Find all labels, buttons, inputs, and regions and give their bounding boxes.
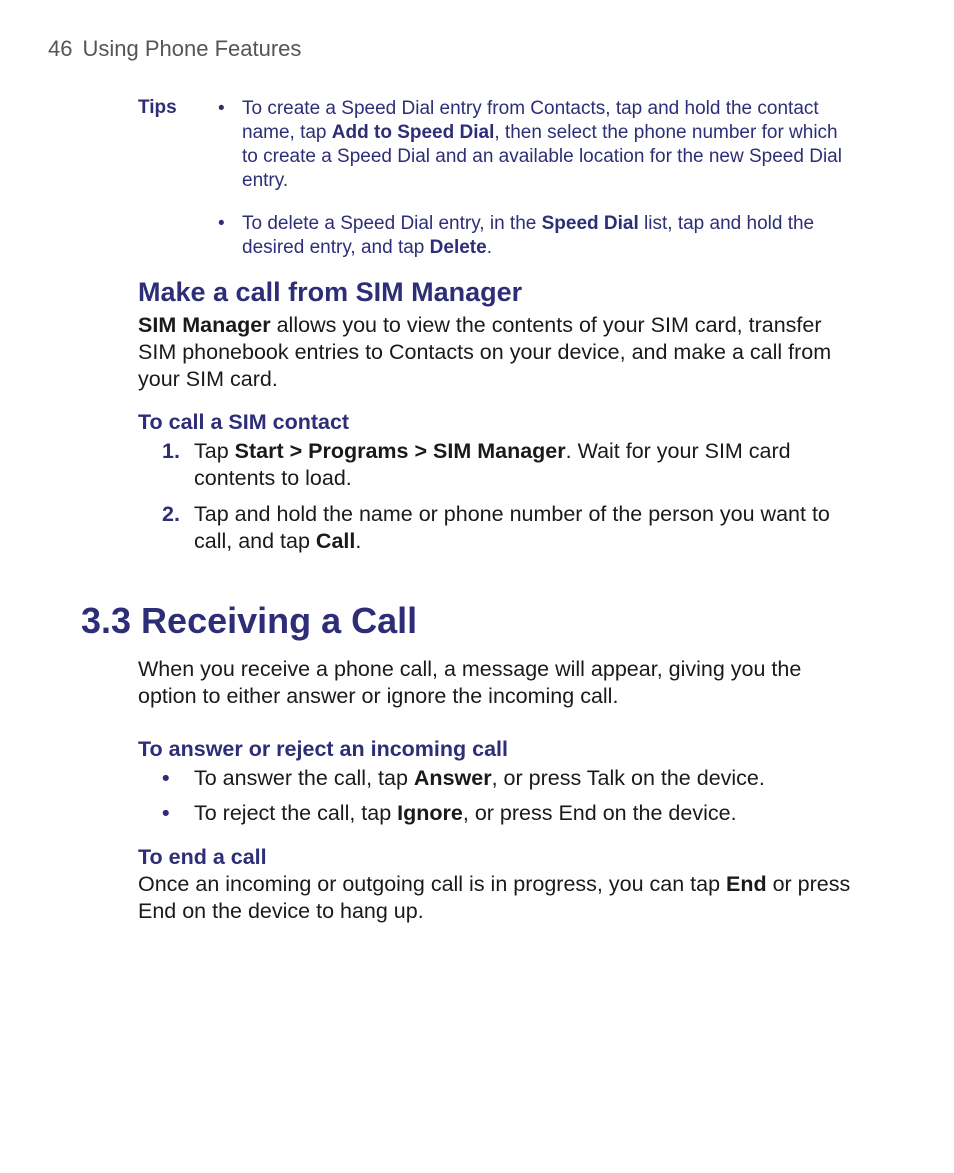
page-number: 46 <box>48 36 73 61</box>
section-title: Using Phone Features <box>82 36 302 61</box>
end-call-text: Once an incoming or outgoing call is in progress, you can tap End or press End on the device to hang up. <box>138 872 851 923</box>
tip-text: To create a Speed Dial entry from Contacts, tap and hold the contact name, tap Add to Speed Dial, then select the phone number for which to create a Speed Dial and an available location for the new Speed Dial entry. <box>242 98 842 191</box>
list-item <box>162 800 862 827</box>
bullet-icon: • <box>162 766 170 790</box>
page-header <box>48 36 301 62</box>
sim-manager-intro: SIM Manager allows you to view the contents of your SIM card, transfer SIM phonebook entries to Contacts on your device, and make a call from your SIM card. <box>138 313 832 391</box>
receiving-call-heading: 3.3 Receiving a Call <box>81 600 418 641</box>
bullet-icon: • <box>162 801 170 825</box>
step-text: Tap and hold the name or phone number of the person you want to call, and tap Call. <box>194 502 830 553</box>
tips-label: Tips <box>138 97 177 118</box>
call-sim-contact-heading: To call a SIM contact <box>138 410 350 434</box>
step-item <box>162 438 862 492</box>
step-text: Tap Start > Programs > SIM Manager. Wait for your SIM card contents to load. <box>194 439 791 490</box>
step-item <box>162 501 862 555</box>
tip-text: To delete a Speed Dial entry, in the Speed Dial list, tap and hold the desired entry, and tap Delete. <box>242 213 815 258</box>
step-number: 2. <box>162 502 180 526</box>
sim-manager-heading: Make a call from SIM Manager <box>138 277 523 307</box>
end-call-heading: To end a call <box>138 845 267 869</box>
bullet-icon: • <box>218 98 225 119</box>
list-item-text: To reject the call, tap Ignore, or press End on the device. <box>194 801 737 825</box>
bullet-icon: • <box>218 213 225 234</box>
list-item-text: To answer the call, tap Answer, or press Talk on the device. <box>194 766 765 790</box>
list-item <box>162 765 862 792</box>
tip-item <box>218 97 858 193</box>
answer-reject-heading: To answer or reject an incoming call <box>138 737 508 761</box>
step-number: 1. <box>162 439 180 463</box>
receiving-intro: When you receive a phone call, a message will appear, giving you the option to either answer or ignore the incoming call. <box>138 657 802 708</box>
tip-item <box>218 212 858 260</box>
